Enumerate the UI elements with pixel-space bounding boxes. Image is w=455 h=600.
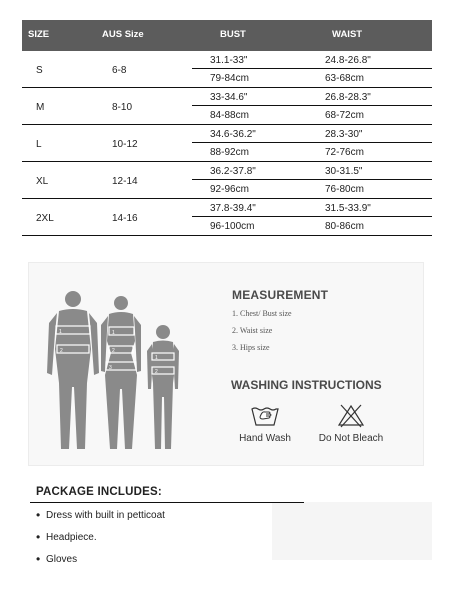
table-row xyxy=(22,88,432,125)
cell-bust-cm: 84-88cm xyxy=(210,110,249,121)
measurement-item: 3. Hips size xyxy=(232,343,270,352)
body-silhouettes-illustration xyxy=(29,263,229,467)
measurement-item: 2. Waist size xyxy=(232,326,273,335)
cell-bust-in: 34.6-36.2" xyxy=(210,129,256,140)
measurement-title: MEASUREMENT xyxy=(232,288,329,302)
wash-item-do-not-bleach xyxy=(313,403,389,444)
package-shade xyxy=(272,502,432,560)
cell-bust-cm: 96-100cm xyxy=(210,221,255,232)
cell-waist-cm: 80-86cm xyxy=(325,221,364,232)
header-size: SIZE xyxy=(28,29,50,40)
svg-text:2: 2 xyxy=(112,348,115,354)
header-bust: BUST xyxy=(220,29,246,40)
adult-male-figure xyxy=(47,291,99,449)
svg-text:1: 1 xyxy=(112,330,115,336)
cell-bust-cm: 92-96cm xyxy=(210,184,249,195)
cell-bust-in: 33-34.6" xyxy=(210,92,248,103)
cell-bust-in: 36.2-37.8" xyxy=(210,166,256,177)
cell-waist-in: 24.8-26.8" xyxy=(325,55,371,66)
measurement-item: 1. Chest/ Bust size xyxy=(232,309,292,318)
wash-item-hand-wash xyxy=(235,403,295,444)
package-divider xyxy=(30,502,304,503)
bullet-icon: • xyxy=(36,508,41,522)
size-chart-table xyxy=(22,20,432,236)
svg-text:2: 2 xyxy=(155,369,158,375)
svg-text:1: 1 xyxy=(59,329,62,335)
do-not-bleach-icon xyxy=(336,403,366,429)
table-row xyxy=(22,51,432,88)
cell-aus: 10-12 xyxy=(112,139,138,150)
cell-size: S xyxy=(36,65,43,76)
table-header xyxy=(22,20,432,51)
measurement-panel xyxy=(28,262,424,466)
cell-waist-cm: 68-72cm xyxy=(325,110,364,121)
measurement-list xyxy=(232,309,292,360)
child-figure xyxy=(147,325,179,449)
bullet-icon: • xyxy=(36,552,41,566)
list-item: • Headpiece. xyxy=(36,530,97,544)
cell-waist-in: 30-31.5" xyxy=(325,166,363,177)
cell-waist-cm: 72-76cm xyxy=(325,147,364,158)
list-item: • Gloves xyxy=(36,552,78,566)
svg-text:2: 2 xyxy=(60,348,63,354)
cell-aus: 8-10 xyxy=(112,102,133,113)
table-row xyxy=(22,199,432,236)
wash-label: Hand Wash xyxy=(239,433,291,444)
cell-waist-in: 31.5-33.9" xyxy=(325,203,371,214)
cell-waist-in: 26.8-28.3" xyxy=(325,92,371,103)
cell-aus: 12-14 xyxy=(112,176,138,187)
cell-aus: 14-16 xyxy=(112,213,138,224)
bullet-icon: • xyxy=(36,530,41,544)
svg-text:3: 3 xyxy=(109,365,112,371)
cell-size: XL xyxy=(36,176,49,187)
cell-bust-cm: 88-92cm xyxy=(210,147,249,158)
table-row xyxy=(22,125,432,162)
svg-text:1: 1 xyxy=(155,355,158,361)
cell-size: M xyxy=(36,102,45,113)
package-list xyxy=(36,510,165,576)
cell-waist-in: 28.3-30" xyxy=(325,129,363,140)
header-aus-size: AUS Size xyxy=(102,29,144,40)
hand-wash-icon xyxy=(250,403,280,429)
cell-bust-cm: 79-84cm xyxy=(210,73,249,84)
cell-bust-in: 31.1-33" xyxy=(210,55,248,66)
cell-waist-cm: 76-80cm xyxy=(325,184,364,195)
package-title: PACKAGE INCLUDES: xyxy=(36,486,162,498)
adult-female-figure xyxy=(101,296,141,449)
header-waist: WAIST xyxy=(332,29,363,40)
wash-label: Do Not Bleach xyxy=(318,433,384,444)
cell-aus: 6-8 xyxy=(112,65,127,76)
washing-instructions-title: WASHING INSTRUCTIONS xyxy=(231,378,382,392)
list-item: • Dress with built in petticoat xyxy=(36,508,165,522)
cell-waist-cm: 63-68cm xyxy=(325,73,364,84)
table-row xyxy=(22,162,432,199)
cell-bust-in: 37.8-39.4" xyxy=(210,203,256,214)
cell-size: 2XL xyxy=(36,213,54,224)
cell-size: L xyxy=(36,139,42,150)
